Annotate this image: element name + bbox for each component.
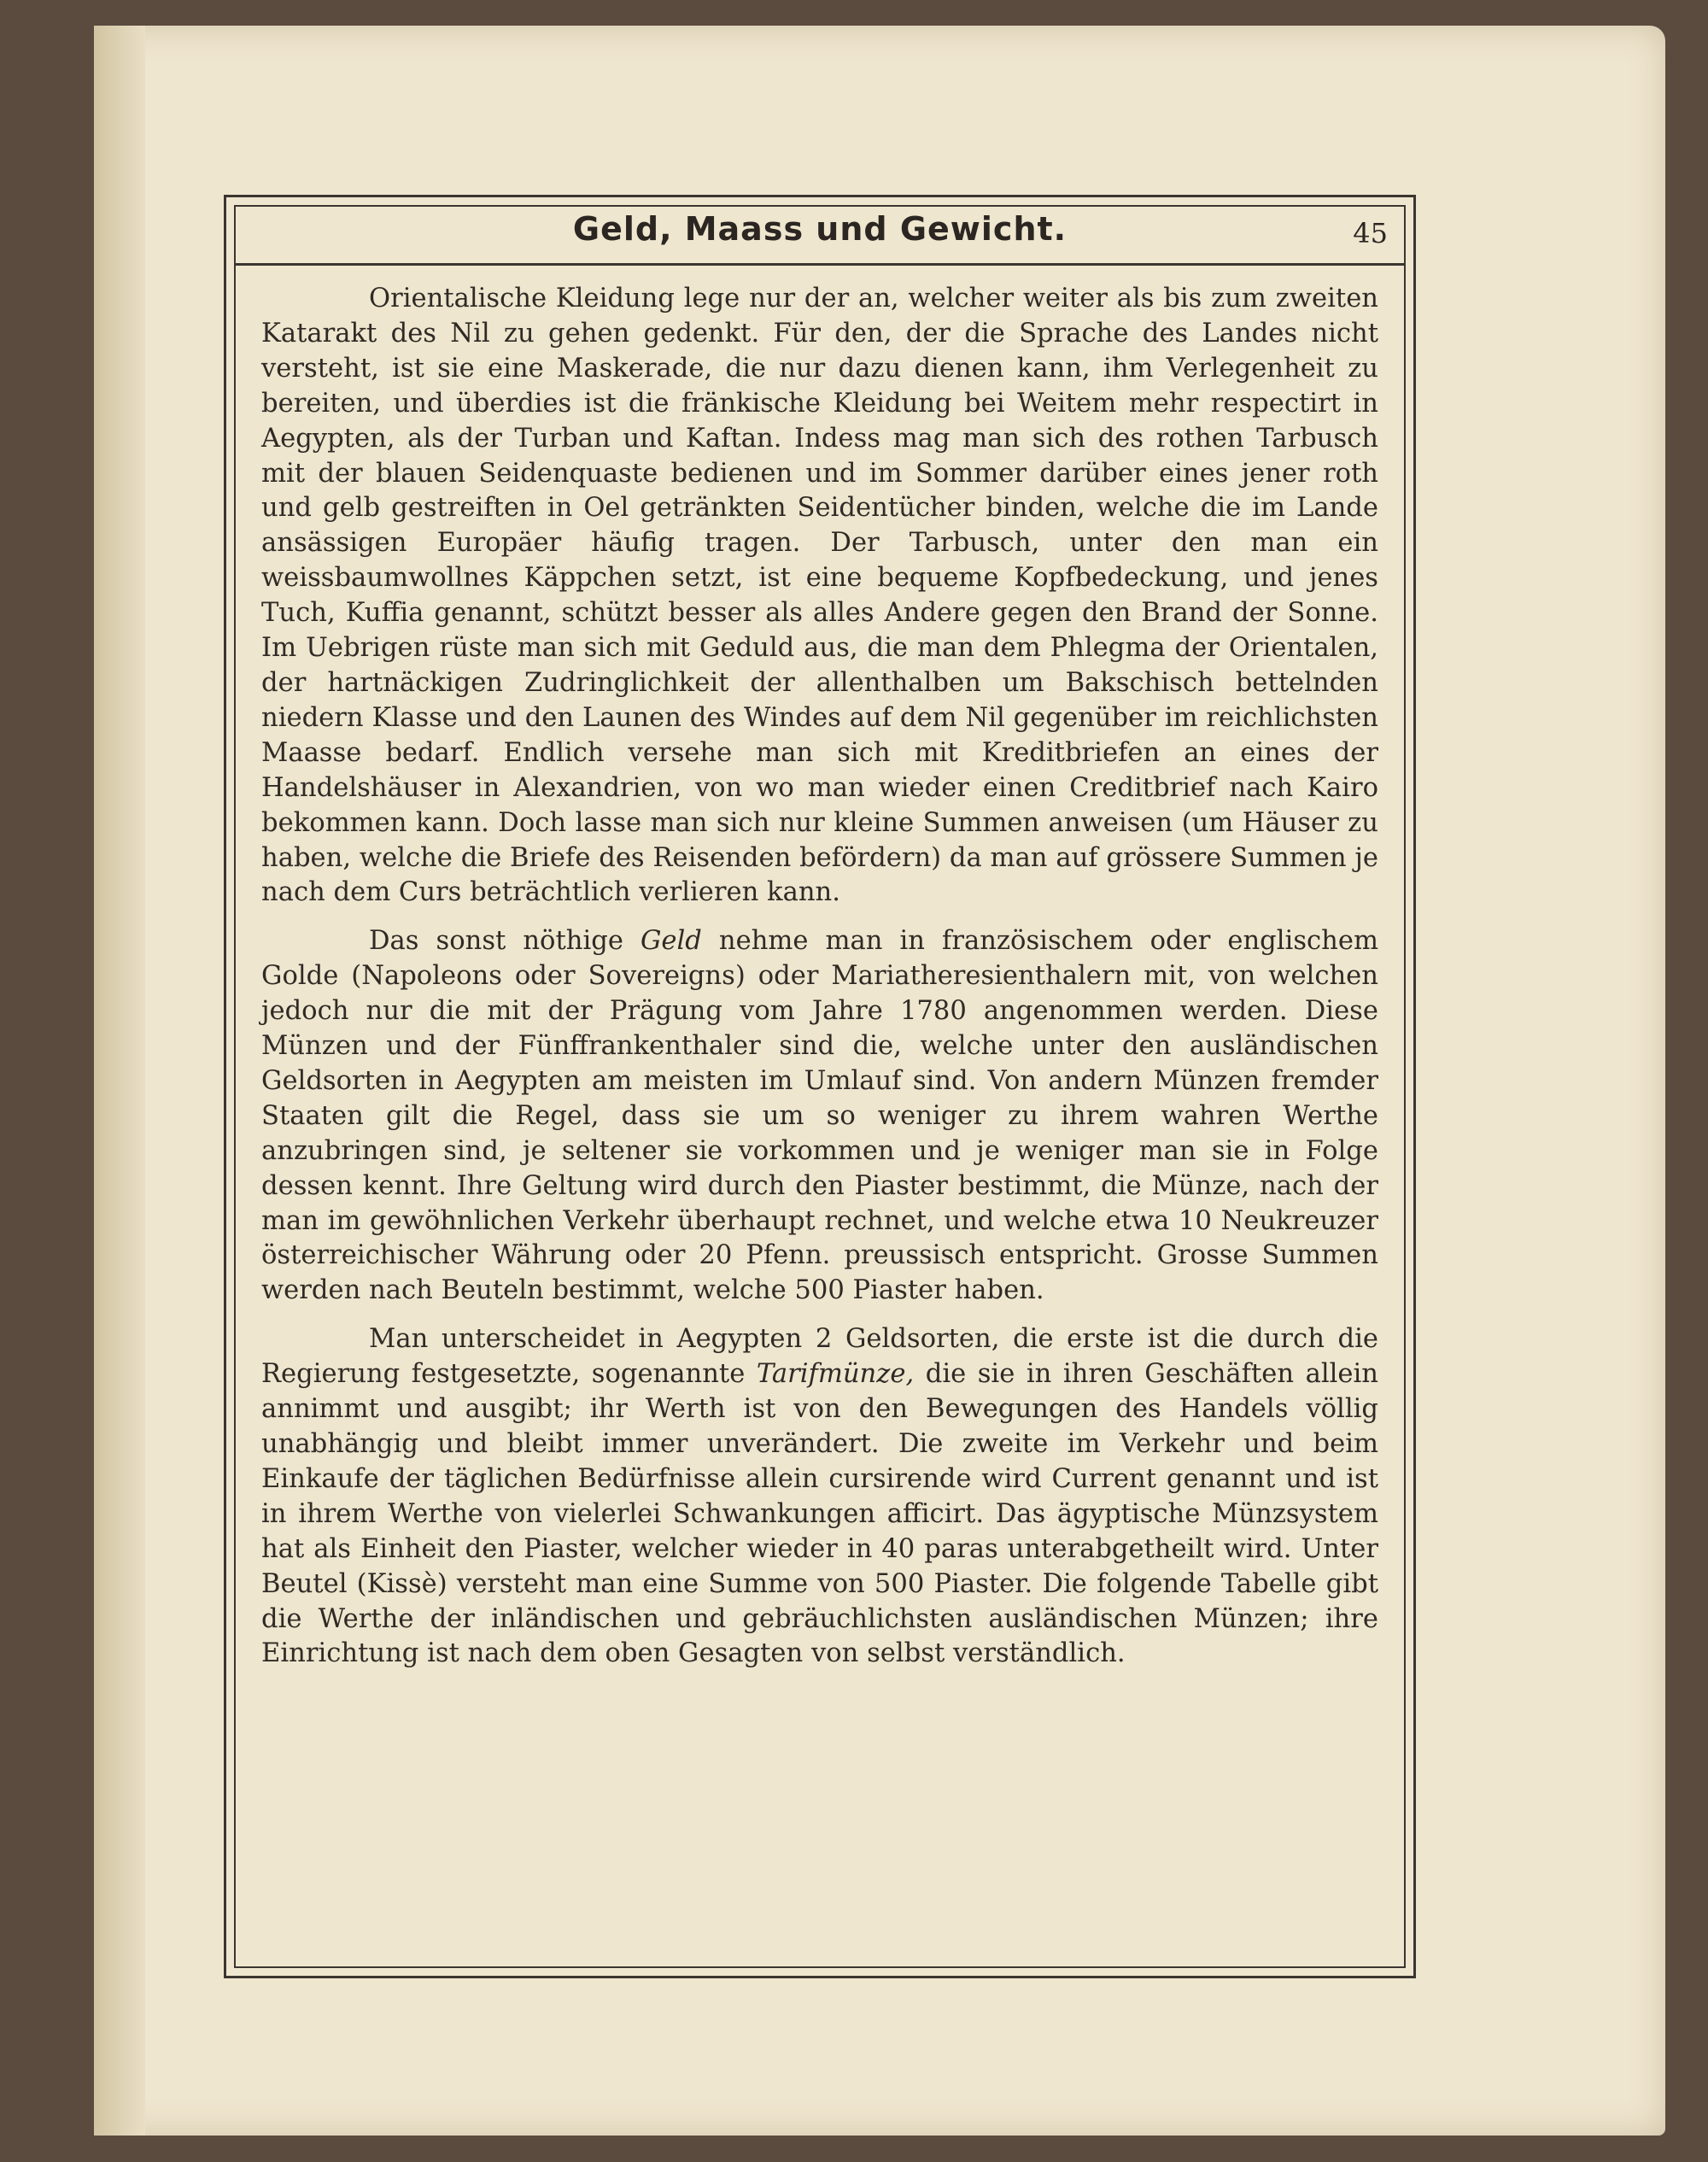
paragraph-3-start: Man unterscheidet in Aegypten 2 Geldsorten, die erste ist die durch die Regierung festgesetzte, sogenannte bbox=[261, 1324, 1378, 1390]
paragraph-3-rest: die sie in ihren Geschäften allein annimmt und ausgibt; ihr Werth ist von den Bewegungen des Handels völlig unabhängig und bleibt immer unverändert. Die zweite im Verkehr und beim Einkaufe der täglichen Bedürfnisse allein cursirende wird Current genannt und ist in ihrem Werthe von vielerlei Schwankungen afficirt. Das ägyptische Münzsystem hat als Einheit den Piaster, welcher wieder in 40 paras unterabgetheilt wird. Unter Beutel (Kissè) versteht man eine Summe von 500 Piaster. Die folgende Tabelle gibt die Werthe der inländischen und gebräuchlichsten ausländischen Münzen; ihre Einrichtung ist nach dem oben Gesagten von selbst verständlich. bbox=[261, 1359, 1378, 1669]
page-number: 45 bbox=[1353, 217, 1388, 249]
paragraph-3-italic: Tarifmünze, bbox=[756, 1359, 915, 1390]
header-rule bbox=[234, 263, 1406, 266]
paragraph-2-italic: Geld bbox=[640, 926, 702, 957]
paragraph-2-rest: nehme man in französischem oder englischem Golde (Napoleons oder Sovereigns) oder Mariatheresienthalern mit, von welchen jedoch nur die mit der Prägung vom Jahre 1780 angenommen werden. Diese Münzen und der Fünffrankenthaler sind die, welche unter den ausländischen Geldsorten in Aegypten am meisten im Umlauf sind. Von andern Münzen fremder Staaten gilt die Regel, dass sie um so weniger zu ihrem wahren Werthe anzubringen sind, je seltener sie vorkommen und je weniger man sie in Folge dessen kennt. Ihre Geltung wird durch den Piaster bestimmt, die Münze, nach der man im gewöhnlichen Verkehr überhaupt rechnet, und welche etwa 10 Neukreuzer österreichischer Währung oder 20 Pfenn. preussisch entspricht. Grosse Summen werden nach Beuteln bestimmt, welche 500 Piaster haben. bbox=[261, 926, 1378, 1306]
paragraph-2 bbox=[261, 924, 1378, 1309]
paragraph-2-start: Das sonst nöthige bbox=[369, 926, 640, 957]
paragraph-3 bbox=[261, 1322, 1378, 1672]
page-gutter bbox=[94, 26, 145, 2136]
body-text bbox=[261, 282, 1378, 1685]
running-title: Geld, Maass und Gewicht. bbox=[572, 210, 1068, 248]
paragraph-1: Orientalische Kleidung lege nur der an, welcher weiter als bis zum zweiten Katarakt des Nil zu gehen gedenkt. Für den, der die Sprache des Landes nicht versteht, ist sie eine Maskerade, die nur dazu dienen kann, ihm Verlegenheit zu bereiten, und überdies ist die fränkische Kleidung bei Weitem mehr respectirt in Aegypten, als der Turban und Kaftan. Indess mag man sich des rothen Tarbusch mit der blauen Seidenquaste bedienen und im Sommer darüber eines jener roth und gelb gestreiften in Oel getränkten Seidentücher binden, welche die im Lande ansässigen Europäer häufig tragen. Der Tarbusch, unter den man ein weissbaumwollnes Käppchen setzt, ist eine bequeme Kopfbedeckung, und jenes Tuch, Kuffia genannt, schützt besser als alles Andere gegen den Brand der Sonne. Im Uebrigen rüste man sich mit Geduld aus, die man dem Phlegma der Orientalen, der hartnäckigen Zudringlichkeit der allenthalben um Bakschisch bettelnden niedern Klasse und den Launen des Windes auf dem Nil gegenüber im reichlichsten Maasse bedarf. Endlich versehe man sich mit Kreditbriefen an eines der Handelshäuser in Alexandrien, von wo man wieder einen Creditbrief nach Kairo bekommen kann. Doch lasse man sich nur kleine Summen anweisen (um Häuser zu haben, welche die Briefe des Reisenden befördern) da man auf grössere Summen je nach dem Curs beträchtlich verlieren kann. bbox=[261, 284, 1378, 908]
